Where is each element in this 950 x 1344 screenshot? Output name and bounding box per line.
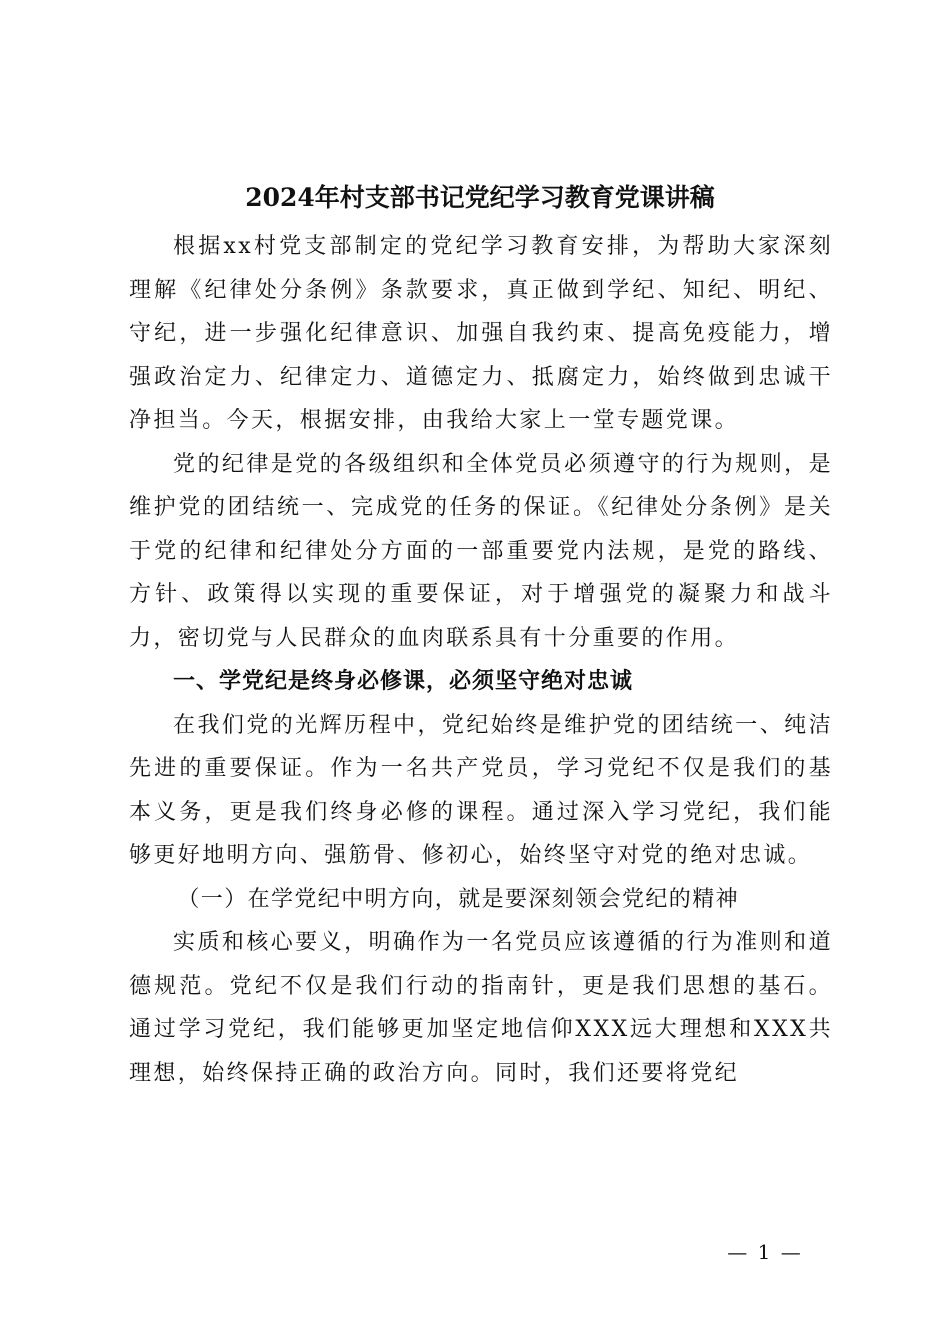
paragraph-subsection-1: 实质和核心要义，明确作为一名党员应该遵循的行为准则和道德规范。党纪不仅是我们行动的指南针，更是我们思想的基石。通过学习党纪，我们能够更加坚定地信仰XXX远大理想和XXX共理想，始终保持正确的政治方向。同时，我们还要将党纪 — [129, 930, 833, 1086]
section-heading-1: 一、学党纪是终身必修课，必须坚守绝对忠诚 — [173, 668, 634, 694]
document-body — [129, 225, 833, 1095]
page-number: — 1 — — [727, 1240, 803, 1264]
paragraph-section-1: 在我们党的光辉历程中，党纪始终是维护党的团结统一、纯洁先进的重要保证。作为一名共产党员，学习党纪不仅是我们的基本义务，更是我们终身必修的课程。通过深入学习党纪，我们能够更好地明方向、强筋骨、修初心，始终坚守对党的绝对忠诚。 — [129, 712, 833, 868]
subsection-heading-1: （一）在学党纪中明方向，就是要深刻领会党纪的精神 — [177, 886, 739, 912]
paragraph-intro: 根据xx村党支部制定的党纪学习教育安排，为帮助大家深刻理解《纪律处分条例》条款要求，真正做到学纪、知纪、明纪、守纪，进一步强化纪律意识、加强自我约束、提高免疫能力，增强政治定力、纪律定力、道德定力、抵腐定力，始终做到忠诚干净担当。今天，根据安排，由我给大家上一堂专题党课。 — [129, 234, 833, 433]
paragraph-discipline: 党的纪律是党的各级组织和全体党员必须遵守的行为规则，是维护党的团结统一、完成党的任务的保证。《纪律处分条例》是关于党的纪律和纪律处分方面的一部重要党内法规，是党的路线、方针、政策得以实现的重要保证，对于增强党的凝聚力和战斗力，密切党与人民群众的血肉联系具有十分重要的作用。 — [129, 451, 833, 651]
document-title: 2024年村支部书记党纪学习教育党课讲稿 — [245, 183, 715, 212]
